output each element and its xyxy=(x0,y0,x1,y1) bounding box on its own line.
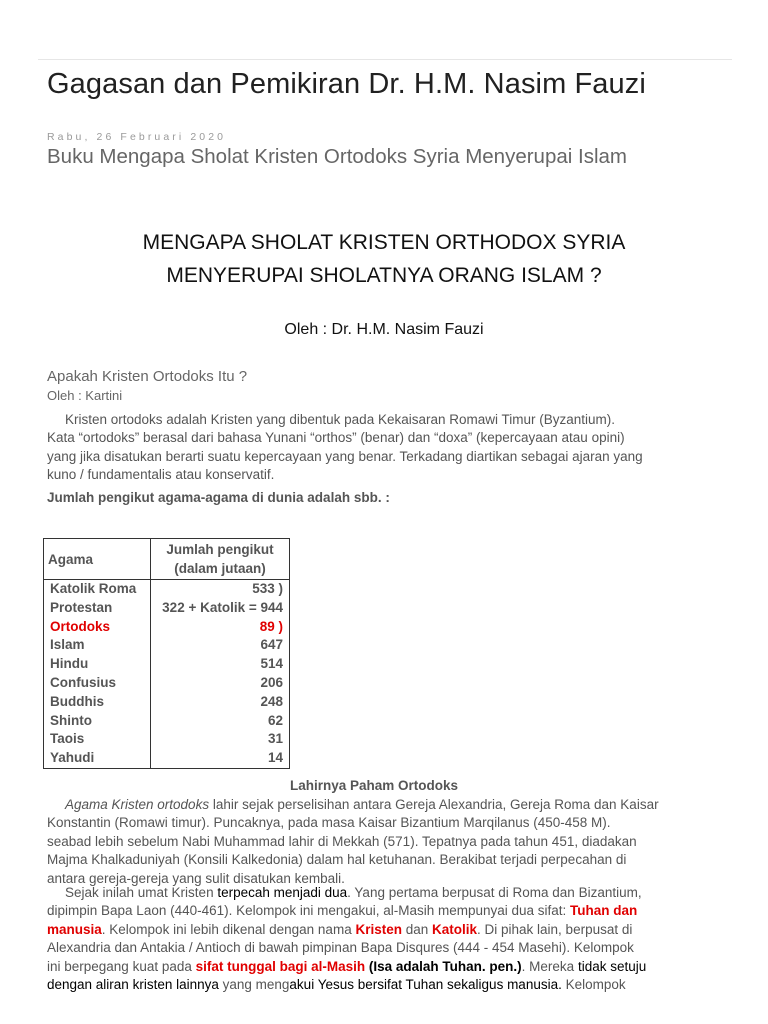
table-row xyxy=(44,749,290,768)
emphasis-span: tidak setuju xyxy=(577,958,647,974)
table-row xyxy=(44,693,290,712)
history-line xyxy=(47,796,737,814)
history-line: antara gereja-gereja yang sulit disatukan kembali. xyxy=(47,870,345,886)
red-emphasis: sifat tunggal bagi al-Masih xyxy=(195,958,366,974)
religion-count: 62 xyxy=(151,712,290,731)
header-jumlah-line2: (dalam jutaan) xyxy=(174,561,266,576)
table-intro: Jumlah pengikut agama-agama di dunia adalah sbb. : xyxy=(47,490,390,505)
post-date: Rabu, 26 Februari 2020 xyxy=(47,131,227,143)
section-author: Oleh : Kartini xyxy=(47,388,123,403)
intro-paragraph xyxy=(47,411,737,485)
table-row xyxy=(44,655,290,674)
emphasis-span: terpecah menjadi dua xyxy=(217,885,348,900)
history-line xyxy=(47,902,737,920)
table-row xyxy=(44,730,290,749)
history-line: seabad lebih sebelum Nabi Muhammad lahir di Mekkah (571). Tepatnya pada tahun 451, diadakan xyxy=(47,833,637,849)
emphasis-span: akui Yesus bersifat Tuhan sekaligus manusia. xyxy=(289,976,562,992)
header-divider xyxy=(38,59,732,60)
section-heading: Apakah Kristen Ortodoks Itu ? xyxy=(47,368,248,385)
religion-count: 533 ) xyxy=(151,580,290,599)
intro-line: Kata “ortodoks” berasal dari bahasa Yunani “orthos” (benar) dan “doxa” (kepercayaan atau opini) xyxy=(47,430,625,446)
religion-name: Buddhis xyxy=(44,693,151,712)
text-span: lahir sejak perselisihan antara Gereja Alexandria, Gereja Roma dan Kaisar xyxy=(209,797,659,812)
religion-count: 206 xyxy=(151,674,290,693)
article-heading-line-1: MENGAPA SHOLAT KRISTEN ORTHODOX SYRIA xyxy=(142,231,626,254)
religion-count: 89 ) xyxy=(151,618,290,637)
intro-line: Kristen ortodoks adalah Kristen yang dibentuk pada Kekaisaran Romawi Timur (Byzantium). xyxy=(65,412,616,427)
history-line xyxy=(47,884,737,902)
red-emphasis: Tuhan dan xyxy=(570,903,638,919)
religion-name: Confusius xyxy=(44,674,151,693)
text-span: Sejak inilah umat Kristen xyxy=(65,885,218,900)
text-span: dan xyxy=(401,921,432,937)
intro-line: kuno / fundamentalis atau konservatif. xyxy=(47,467,275,483)
religion-name: Protestan xyxy=(44,599,151,618)
table-header-row xyxy=(44,539,290,580)
table-row xyxy=(44,674,290,693)
religion-name: Taois xyxy=(44,730,151,749)
history-line xyxy=(47,976,737,994)
religion-name: Islam xyxy=(44,636,151,655)
religion-count: 14 xyxy=(151,749,290,768)
table-row xyxy=(44,580,290,599)
history-paragraph-2 xyxy=(47,884,737,994)
religion-name: Shinto xyxy=(44,712,151,731)
emphasis-span: dengan aliran kristen lainnya xyxy=(47,976,219,992)
table-row xyxy=(44,618,290,637)
article-heading-line-2: MENYERUPAI SHOLATNYA ORANG ISLAM ? xyxy=(166,264,602,287)
religion-table xyxy=(43,538,290,769)
religion-count: 322 + Katolik = 944 xyxy=(151,599,290,618)
text-span: dipimpin Bapa Laon (440-461). Kelompok ini mengakui, al-Masih mempunyai dua sifat: xyxy=(47,903,571,919)
religion-name: Yahudi xyxy=(44,749,151,768)
religion-count: 647 xyxy=(151,636,290,655)
history-paragraph-1 xyxy=(47,796,737,888)
text-span: Kelompok xyxy=(561,976,626,992)
history-line xyxy=(47,921,737,939)
history-line xyxy=(47,958,737,976)
article-author: Oleh : Dr. H.M. Nasim Fauzi xyxy=(284,321,484,338)
intro-line: yang jika disatukan berarti suatu kepercayaan yang benar. Terkadang diartikan sebagai ajaran yang xyxy=(47,448,643,464)
text-span: yang meng xyxy=(218,976,290,992)
table-row xyxy=(44,599,290,618)
header-jumlah-line1: Jumlah pengikut xyxy=(166,542,274,557)
red-emphasis: Katolik xyxy=(432,921,478,937)
religion-name: Ortodoks xyxy=(44,618,151,637)
header-jumlah xyxy=(151,539,290,580)
religion-count: 514 xyxy=(151,655,290,674)
post-title[interactable]: Buku Mengapa Sholat Kristen Ortodoks Syria Menyerupai Islam xyxy=(47,145,627,168)
text-span: . Yang pertama berpusat di Roma dan Bizantium, xyxy=(347,885,642,900)
blog-title[interactable]: Gagasan dan Pemikiran Dr. H.M. Nasim Fauzi xyxy=(47,68,646,100)
text-span: . Di pihak lain, berpusat di xyxy=(477,921,633,937)
history-subheading: Lahirnya Paham Ortodoks xyxy=(289,778,459,793)
history-line: Alexandria dan Antakia / Antioch di bawah pimpinan Bapa Disqures (444 - 454 Masehi). Kelompok xyxy=(47,940,634,956)
religion-name: Hindu xyxy=(44,655,151,674)
table-row xyxy=(44,636,290,655)
text-span: . Mereka xyxy=(521,958,578,974)
religion-count: 31 xyxy=(151,730,290,749)
header-agama: Agama xyxy=(44,539,151,580)
religion-count: 248 xyxy=(151,693,290,712)
red-emphasis: Kristen xyxy=(355,921,402,937)
religion-name: Katolik Roma xyxy=(44,580,151,599)
italic-phrase: Agama Kristen ortodoks xyxy=(65,797,210,812)
text-span: . Kelompok ini lebih dikenal dengan nama xyxy=(101,921,356,937)
history-line: Majma Khalkaduniyah (Konsili Kalkedonia) dalam hal ketuhanan. Berakibat terjadi perpecahan di xyxy=(47,852,627,868)
history-line: Konstantin (Romawi timur). Puncaknya, pada masa Kaisar Bizantium Marqilanus (450-458 M). xyxy=(47,815,611,831)
red-emphasis: manusia xyxy=(47,921,102,937)
black-emphasis: (Isa adalah Tuhan. pen.) xyxy=(365,958,522,974)
table-row xyxy=(44,712,290,731)
text-span: ini berpegang kuat pada xyxy=(47,958,196,974)
